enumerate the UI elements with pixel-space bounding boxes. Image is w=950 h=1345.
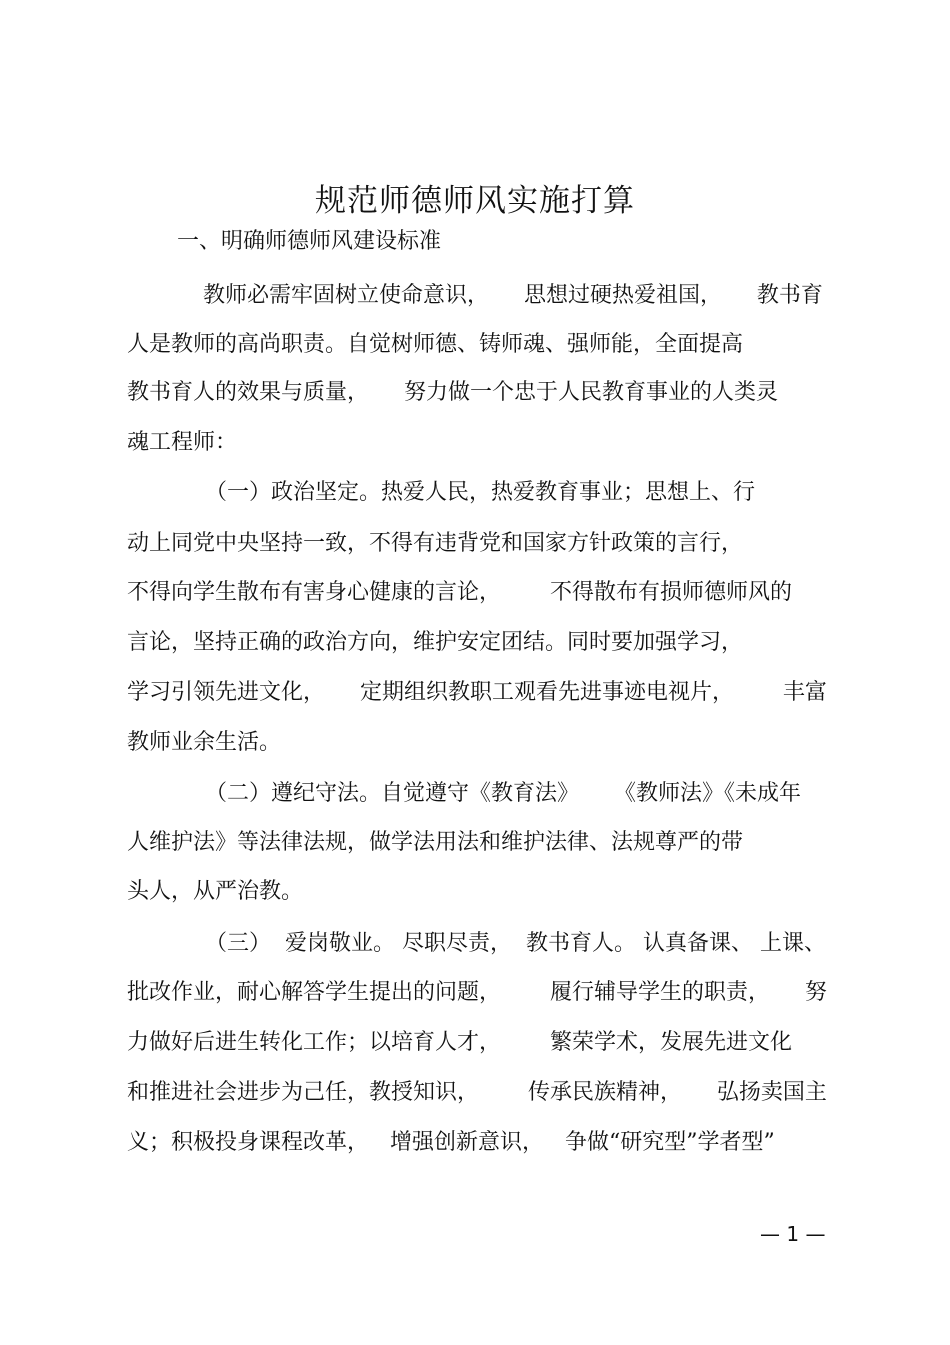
- section-heading: 一、明确师德师风建设标准: [177, 229, 442, 254]
- paragraph-line: 头人，从严治教。: [127, 879, 304, 904]
- paragraph-line: 教师业余生活。: [127, 730, 282, 755]
- paragraph-line: （三） 爱岗敬业。 尽职尽责， 教书育人。 认真备课、 上课、: [205, 931, 826, 956]
- paragraph-line: 人维护法》等法律法规，做学法用法和维护法律、法规尊严的带: [127, 830, 744, 855]
- paragraph-line: 力做好后进生转化工作；以培育人才， 繁荣学术，发展先进文化: [127, 1030, 792, 1055]
- page-number: — 1 —: [760, 1222, 826, 1246]
- paragraph-line: 人是教师的高尚职责。自觉树师德、铸师魂、强师能，全面提高: [127, 332, 744, 357]
- paragraph-line: 教书育人的效果与质量， 努力做一个忠于人民教育事业的人类灵: [127, 380, 778, 405]
- paragraph-line: 教师必需牢固树立使命意识， 思想过硬热爱祖国， 教书育: [203, 283, 823, 308]
- paragraph-line: 和推进社会进步为己任，教授知识， 传承民族精神， 弘扬卖国主: [127, 1080, 827, 1105]
- paragraph-line: 言论，坚持正确的政治方向，维护安定团结。同时要加强学习，: [127, 630, 744, 655]
- paragraph-line: 动上同党中央坚持一致，不得有违背党和国家方针政策的言行，: [127, 531, 744, 556]
- document-title: 规范师德师风实施打算: [315, 183, 635, 219]
- paragraph-line: 批改作业，耐心解答学生提出的问题， 履行辅导学生的职责， 努: [127, 980, 827, 1005]
- paragraph-line: （二）遵纪守法。自觉遵守《教育法》 《教师法》《未成年: [205, 781, 801, 806]
- paragraph-line: 不得向学生散布有害身心健康的言论， 不得散布有损师德师风的: [127, 580, 792, 605]
- paragraph-line: 学习引领先进文化， 定期组织教职工观看先进事迹电视片， 丰富: [127, 680, 827, 705]
- paragraph-line: 魂工程师：: [127, 430, 238, 455]
- paragraph-line: 义；积极投身课程改革， 增强创新意识， 争做“研究型”学者型”: [127, 1130, 775, 1155]
- paragraph-line: （一）政治坚定。热爱人民，热爱教育事业；思想上、行: [205, 480, 756, 505]
